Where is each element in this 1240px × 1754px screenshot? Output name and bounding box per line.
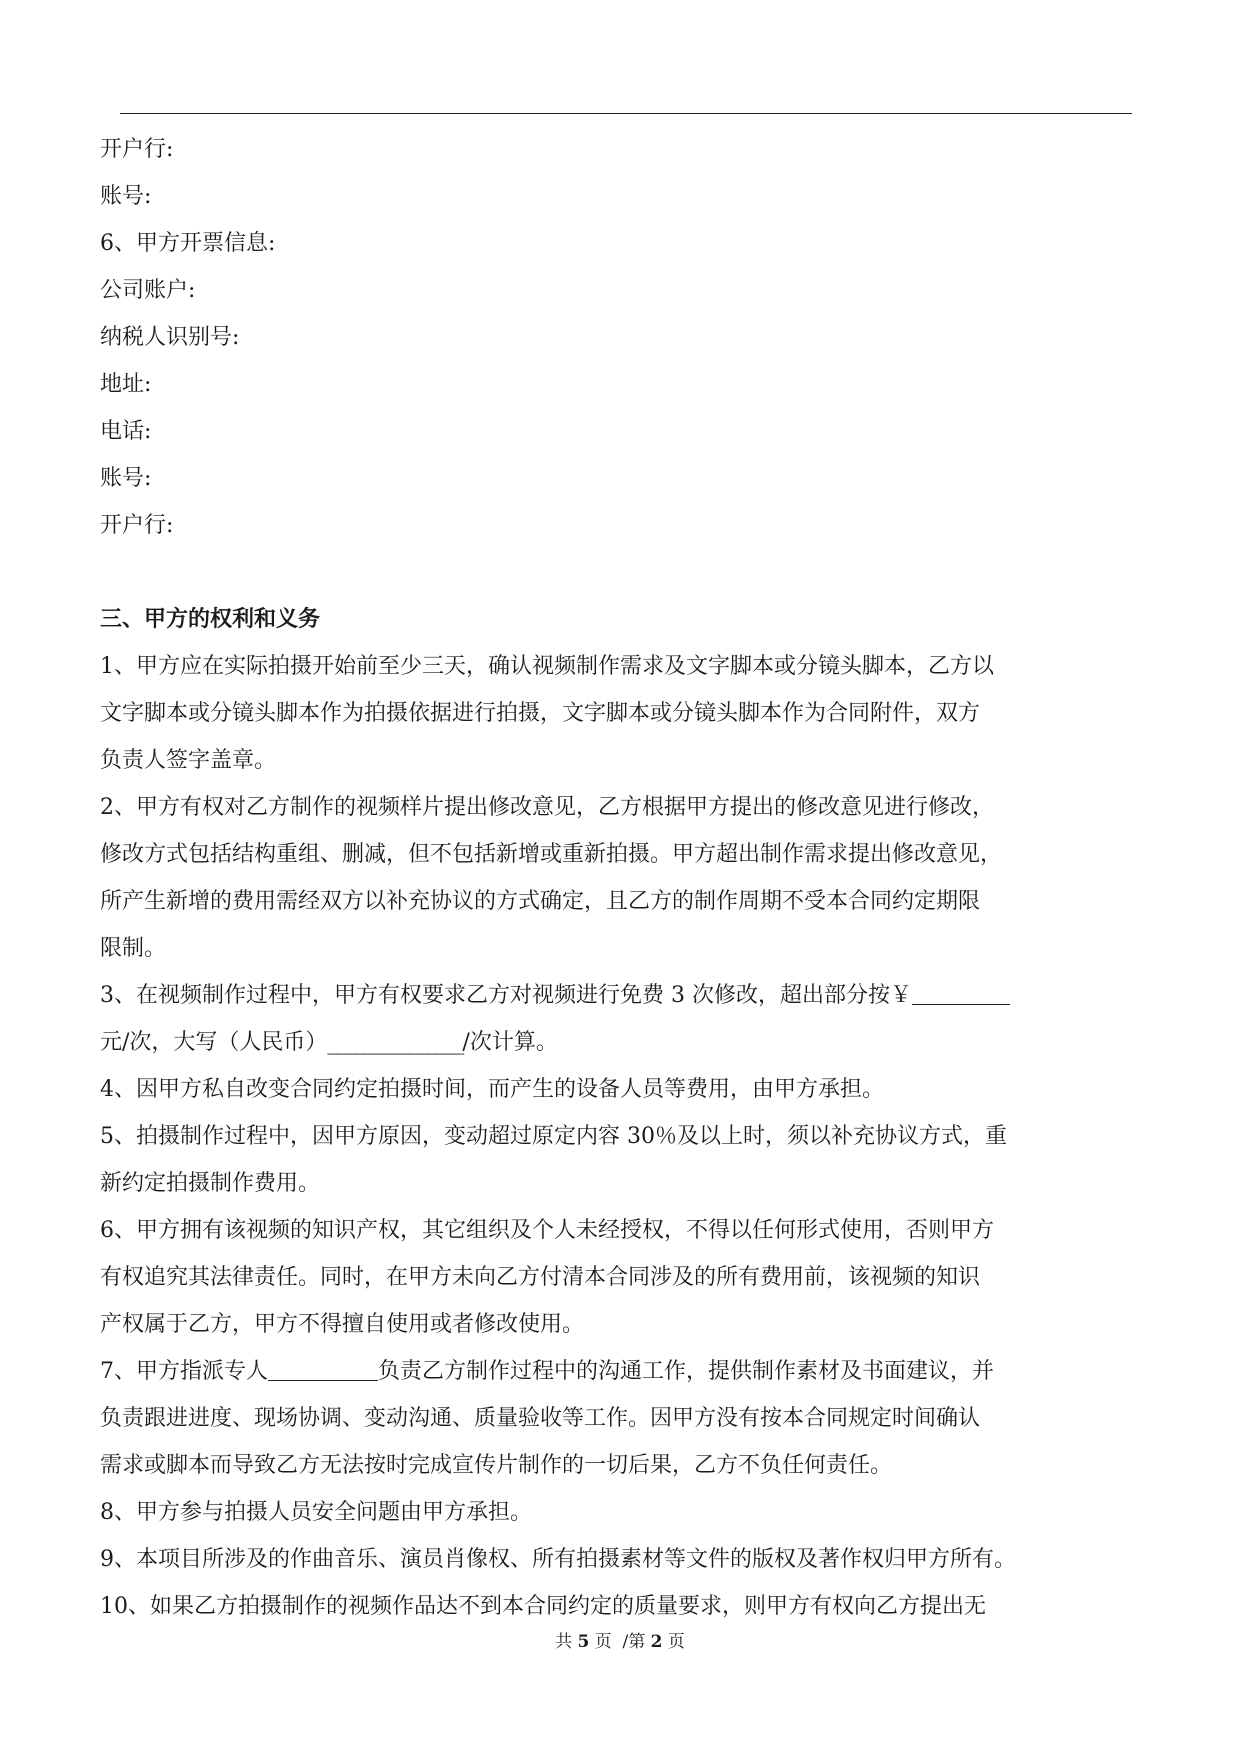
amount-in-words-blank: _______________ [327, 1030, 463, 1055]
footer-separator: / [622, 1632, 629, 1652]
invoice-title: 6、甲方开票信息: [100, 231, 276, 256]
clause-5-line-2: 新约定拍摄制作费用。 [100, 1171, 321, 1196]
clause-3-text: 3、在视频制作过程中，甲方有权要求乙方对视频进行免费 3 次修改，超出部分按￥ [100, 983, 912, 1008]
invoice-company-account: 公司账户: [100, 278, 196, 303]
invoice-tax-id: 纳税人识别号: [100, 325, 240, 350]
clause-7-line-3: 需求或脚本而导致乙方无法按时完成宣传片制作的一切后果，乙方不负任何责任。 [100, 1453, 893, 1478]
header-rule [120, 113, 1132, 114]
clause-7-line-2: 负责跟进进度、现场协调、变动沟通、质量验收等工作。因甲方没有按本合同规定时间确认 [100, 1406, 981, 1431]
clause-5-line-1: 5、拍摄制作过程中，因甲方原因，变动超过原定内容 30％及以上时，须以补充协议方式，重 [100, 1124, 1007, 1149]
page-footer [0, 1630, 1240, 1654]
footer-current-suffix: 页 [667, 1632, 685, 1652]
price-blank [912, 982, 1010, 1005]
clause-7-rest: 负责乙方制作过程中的沟通工作，提供制作素材及书面建议，并 [378, 1359, 995, 1384]
invoice-bank: 开户行: [100, 513, 174, 538]
document-body [100, 126, 1132, 1630]
clause-4: 4、因甲方私自改变合同约定拍摄时间，而产生的设备人员等费用，由甲方承担。 [100, 1077, 884, 1102]
clause-1-line-3: 负责人签字盖章。 [100, 748, 277, 773]
clause-2-line-4: 限制。 [100, 936, 167, 961]
clause-3-tail: /次计算。 [462, 1030, 558, 1055]
invoice-phone: 电话: [100, 419, 152, 444]
footer-current-prefix: 第 [628, 1632, 646, 1652]
section-gap [100, 549, 1132, 596]
clause-1-line-1: 1、甲方应在实际拍摄开始前至少三天，确认视频制作需求及文字脚本或分镜头脚本，乙方以 [100, 654, 995, 679]
invoice-account: 账号: [100, 466, 152, 491]
clause-1-line-2: 文字脚本或分镜头脚本作为拍摄依据进行拍摄，文字脚本或分镜头脚本作为合同附件，双方 [100, 701, 981, 726]
clause-3-unit: 元/次，大写（人民币） [100, 1030, 328, 1055]
bank-account-line: 账号: [100, 184, 152, 209]
clause-10-line-1: 10、如果乙方拍摄制作的视频作品达不到本合同约定的质量要求，则甲方有权向乙方提出无 [100, 1594, 986, 1619]
clause-3-line-1 [100, 972, 1132, 1019]
footer-current-page: 2 [650, 1632, 663, 1652]
contact-person-blank [268, 1358, 378, 1381]
clause-8: 8、甲方参与拍摄人员安全问题由甲方承担。 [100, 1500, 532, 1525]
clause-7-line-1 [100, 1348, 1132, 1395]
clause-7-lead: 7、甲方指派专人 [100, 1359, 268, 1384]
clause-2-line-3: 所产生新增的费用需经双方以补充协议的方式确定，且乙方的制作周期不受本合同约定期限 [100, 889, 981, 914]
bank-name-line: 开户行: [100, 137, 174, 162]
footer-total-prefix: 共 [555, 1632, 573, 1652]
clause-2-line-2: 修改方式包括结构重组、删减，但不包括新增或重新拍摄。甲方超出制作需求提出修改意见， [100, 842, 1003, 867]
clause-6-line-3: 产权属于乙方，甲方不得擅自使用或者修改使用。 [100, 1312, 585, 1337]
section-heading: 三、甲方的权利和义务 [100, 607, 321, 632]
clause-3-line-2 [100, 1019, 1132, 1066]
footer-total-suffix: 页 [594, 1632, 612, 1652]
invoice-address: 地址: [100, 372, 152, 397]
footer-total-pages: 5 [577, 1632, 590, 1652]
clause-2-line-1: 2、甲方有权对乙方制作的视频样片提出修改意见，乙方根据甲方提出的修改意见进行修改， [100, 795, 995, 820]
clause-6-line-1: 6、甲方拥有该视频的知识产权，其它组织及个人未经授权，不得以任何形式使用，否则甲方 [100, 1218, 995, 1243]
clause-9: 9、本项目所涉及的作曲音乐、演员肖像权、所有拍摄素材等文件的版权及著作权归甲方所有。 [100, 1547, 1017, 1572]
clause-6-line-2: 有权追究其法律责任。同时，在甲方未向乙方付清本合同涉及的所有费用前，该视频的知识 [100, 1265, 981, 1290]
